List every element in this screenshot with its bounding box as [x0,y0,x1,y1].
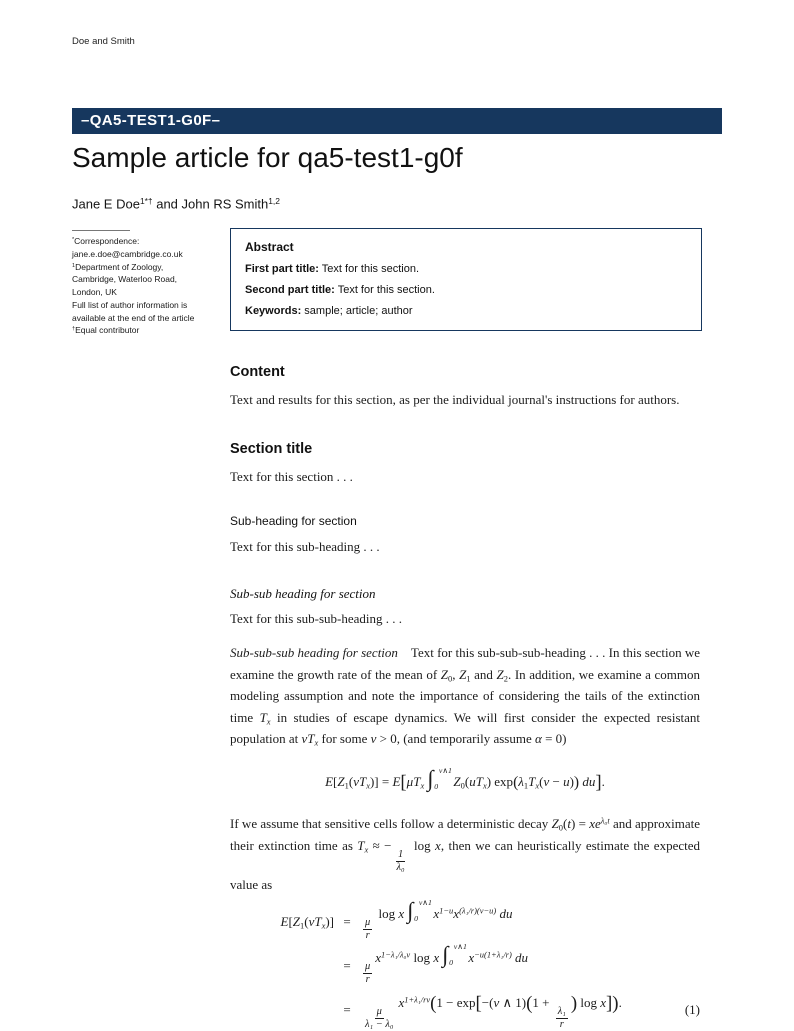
text-run: x [375,949,381,965]
equation-relation: = [343,913,351,929]
text-run: x [420,780,425,791]
abstract-row [245,284,687,296]
math-paragraph-2 [230,813,700,895]
text-run: μT [406,773,421,789]
text-run: Sub-sub-sub heading for section [230,644,398,660]
text-run: ( [539,773,544,789]
text-run: ) exp [486,773,514,789]
abstract-row-text: Text for this section. [334,284,435,296]
text-run: ∧ 1) [499,994,527,1010]
text-run: T [528,773,536,789]
text-run: . [601,773,605,789]
text-run: T [357,837,365,853]
text-run: ) [573,773,580,791]
text-run: ( [430,992,437,1014]
correspondence-line [72,261,232,274]
text-run: ] [606,992,613,1014]
text-run: , then we can heuristically estimate the expected value as [230,837,701,892]
text-run: 1 + [532,994,553,1010]
subsubsection-paragraph: Text for this sub-sub-heading . . . [230,611,403,627]
text-run: 1*† [139,196,153,206]
article-title: Sample article for qa5-test1-g0f [72,142,463,173]
text-run: and John RS Smith [152,196,269,212]
text-run: )] = [369,773,393,789]
text-run: Cambridge, Waterloo Road, [72,274,178,285]
fraction: $\frac{\mu}{r}$ [365,961,371,986]
text-run: − [549,773,564,789]
abstract-heading: Abstract [245,240,294,254]
text-run: 1 [344,780,349,791]
integral: ∫ v∧1 0 [442,941,467,967]
text-run: Z [292,913,301,929]
text-run: α [535,731,542,747]
text-run: 2 [503,673,508,684]
text-run: x [453,905,460,921]
text-run: London, UK [72,287,117,297]
text-run: du [499,905,513,921]
text-run: Equal contributor [75,325,140,336]
text-run: and [470,666,497,682]
text-run: 1,2 [268,196,280,206]
text-run: jane.e.doe@cambridge.co.uk [72,248,183,259]
correspondence-line [72,286,232,299]
text-run: λ [518,773,524,789]
text-run: ( [513,773,519,791]
text-run: for some [318,731,371,747]
display-equation [230,767,700,798]
fraction: $\frac{\mu}{\text{λ₁ − λ₀}}$ [365,1006,394,1031]
text-run: [ [333,773,338,789]
abstract-row-label: First part title: [245,263,319,275]
text-run: x [266,716,271,727]
running-head: Doe and Smith [72,36,135,47]
text-run: x [321,920,326,931]
text-run: ( [526,992,533,1014]
correspondence-line [72,312,232,325]
footnote-rule [72,230,130,231]
equation-array [230,899,700,1031]
text-run: in studies of escape dynamics. We will first consider the expected resistant population at [230,709,700,747]
text-run: )] [325,913,334,929]
equation-rhs [360,897,670,942]
equation-row [230,943,700,987]
text-run: vT [353,773,367,789]
fraction: $\frac{\text{λ₁}}{r}$ [557,1006,566,1031]
abstract-row-label: Keywords: [245,305,302,317]
text-run: If we assume that sensitive cells follow a deterministic decay [230,816,552,832]
text-run: 1−u [439,905,454,916]
text-run: > 0, (and temporarily assume [376,731,535,747]
text-run: ) [612,992,619,1014]
text-run: u [563,773,570,789]
text-run: v [370,731,377,747]
equation-row [230,987,700,1031]
correspondence-line [72,273,232,286]
text-run: ) [569,773,574,789]
math-paragraph-1 [230,642,700,750]
text-run: ( [348,773,354,789]
text-run: v [543,773,550,789]
text-run: x [366,780,370,791]
text-run: . In addition, we examine a common modeling assumption and note the importance of considering the tails of the extinction time [230,666,700,725]
text-run: Department of Zoology, [75,261,164,272]
text-run: log [410,949,434,965]
text-run: ( [563,816,568,832]
text-run: * [72,236,75,243]
text-run: 1−λ₁/λ₀v [381,949,411,960]
equation-rhs [360,941,670,986]
correspondence-line [72,324,232,337]
text-run: ( [464,773,470,789]
equation-relation: = [343,957,351,973]
text-run: Jane E Doe [72,196,140,212]
text-run: log [409,837,436,853]
text-run: Correspondence: [74,236,140,246]
text-run: 0 [460,780,465,791]
text-run: uT [469,773,483,789]
text-run: E [392,773,401,789]
text-run: λ₀t [600,815,610,826]
text-run: x [398,905,405,921]
text-run: du [582,773,596,789]
text-run: x [535,780,540,791]
text-run: x [314,737,319,748]
text-run: 1+λ₁/rv [404,994,431,1005]
subsection-heading: Sub-heading for section [230,514,357,529]
text-run: x [482,780,487,791]
text-run: x [433,949,440,965]
text-run: vT [301,731,315,747]
text-run: E [325,773,334,789]
text-run: x [468,949,475,965]
fraction: $\frac{1}{\text{λ₀}}$ [396,848,405,873]
text-run: −( [481,994,494,1010]
text-run: 1 [72,262,76,269]
section-paragraph: Text for this section . . . [230,468,353,484]
banner-label: –QA5-TEST1-G0F– [81,112,221,129]
text-run: † [72,326,76,333]
abstract-row [245,263,687,275]
text-run: [ [288,913,293,929]
text-run: [ [400,771,407,793]
text-run: available at the end of the article [72,312,195,323]
text-run: 1 [523,780,529,791]
text-run: v [493,994,500,1010]
text-run: Z [453,773,461,789]
text-run: and approximate their extinction time as [230,816,700,853]
text-run: ) [570,992,578,1014]
text-run: 1 [300,920,305,931]
correspondence-line [72,235,232,248]
text-run: x [435,837,441,853]
fraction: $\frac{\mu}{r}$ [365,917,371,942]
text-run: x [433,905,440,921]
text-run: Z [496,666,504,682]
section-heading: Section title [230,440,313,457]
text-run: ( [304,913,309,929]
text-run: t [567,816,571,832]
text-run: 1 − exp [436,994,476,1010]
abstract-row-text: Text for this section. [318,263,420,275]
integral: ∫ v∧1 0 [427,765,452,792]
text-run: log [577,994,601,1010]
journal-banner [72,108,722,134]
equation-number: (1) [684,1001,700,1017]
text-run: Z [337,773,345,789]
correspondence-block [72,230,232,337]
abstract-row [245,305,687,317]
content-paragraph: Text and results for this section, as per the individual journal's instructions for authors. [230,392,680,408]
text-run: du [515,949,529,965]
author-line [72,196,280,212]
text-run: E [280,913,289,929]
text-run: Text for this sub-sub-sub-heading . . . In this section we examine the growth rate of the mean of [230,644,700,682]
text-run: [ [475,992,482,1014]
equation-rhs [360,988,670,1031]
equation-lhs [280,911,334,933]
abstract-row-text: sample; article; author [301,305,413,317]
text-run: = 0) [541,731,567,747]
equation-relation: = [343,1001,351,1017]
text-run: Full list of author information is [72,299,188,310]
text-run: −u(1+λ₁/r) [474,949,512,960]
abstract-row-label: Second part title: [245,284,335,296]
integral: ∫ v∧1 0 [407,897,432,923]
text-run: xe [589,816,601,832]
equation-row [230,899,700,943]
text-run: 0 [448,673,453,684]
abstract-box [230,228,702,331]
text-run: ] [595,771,602,793]
text-run: , [452,666,460,682]
text-run: Z [440,666,448,682]
text-run: T [259,709,267,725]
text-run: x [364,844,369,855]
text-run: Z [551,816,559,832]
content-heading: Content [230,364,285,380]
text-run: log [375,905,399,921]
text-run: vT [308,913,322,929]
text-run: Z [459,666,467,682]
text-run: x [398,994,405,1010]
correspondence-line [72,248,232,261]
text-run: 0 [558,822,564,833]
text-run: 1 [466,673,471,684]
text-run: ) = [570,816,590,832]
text-run: (λ₁/r)(v−u) [459,905,497,916]
text-run: ≈ − [368,837,392,853]
article-body [230,360,700,1031]
text-run: . [618,994,622,1010]
correspondence-line [72,299,232,312]
subsection-paragraph: Text for this sub-heading . . . [230,539,380,555]
text-run: x [600,994,607,1010]
subsubsection-heading: Sub-sub heading for section [230,585,376,601]
correspondence-lines [72,235,232,337]
